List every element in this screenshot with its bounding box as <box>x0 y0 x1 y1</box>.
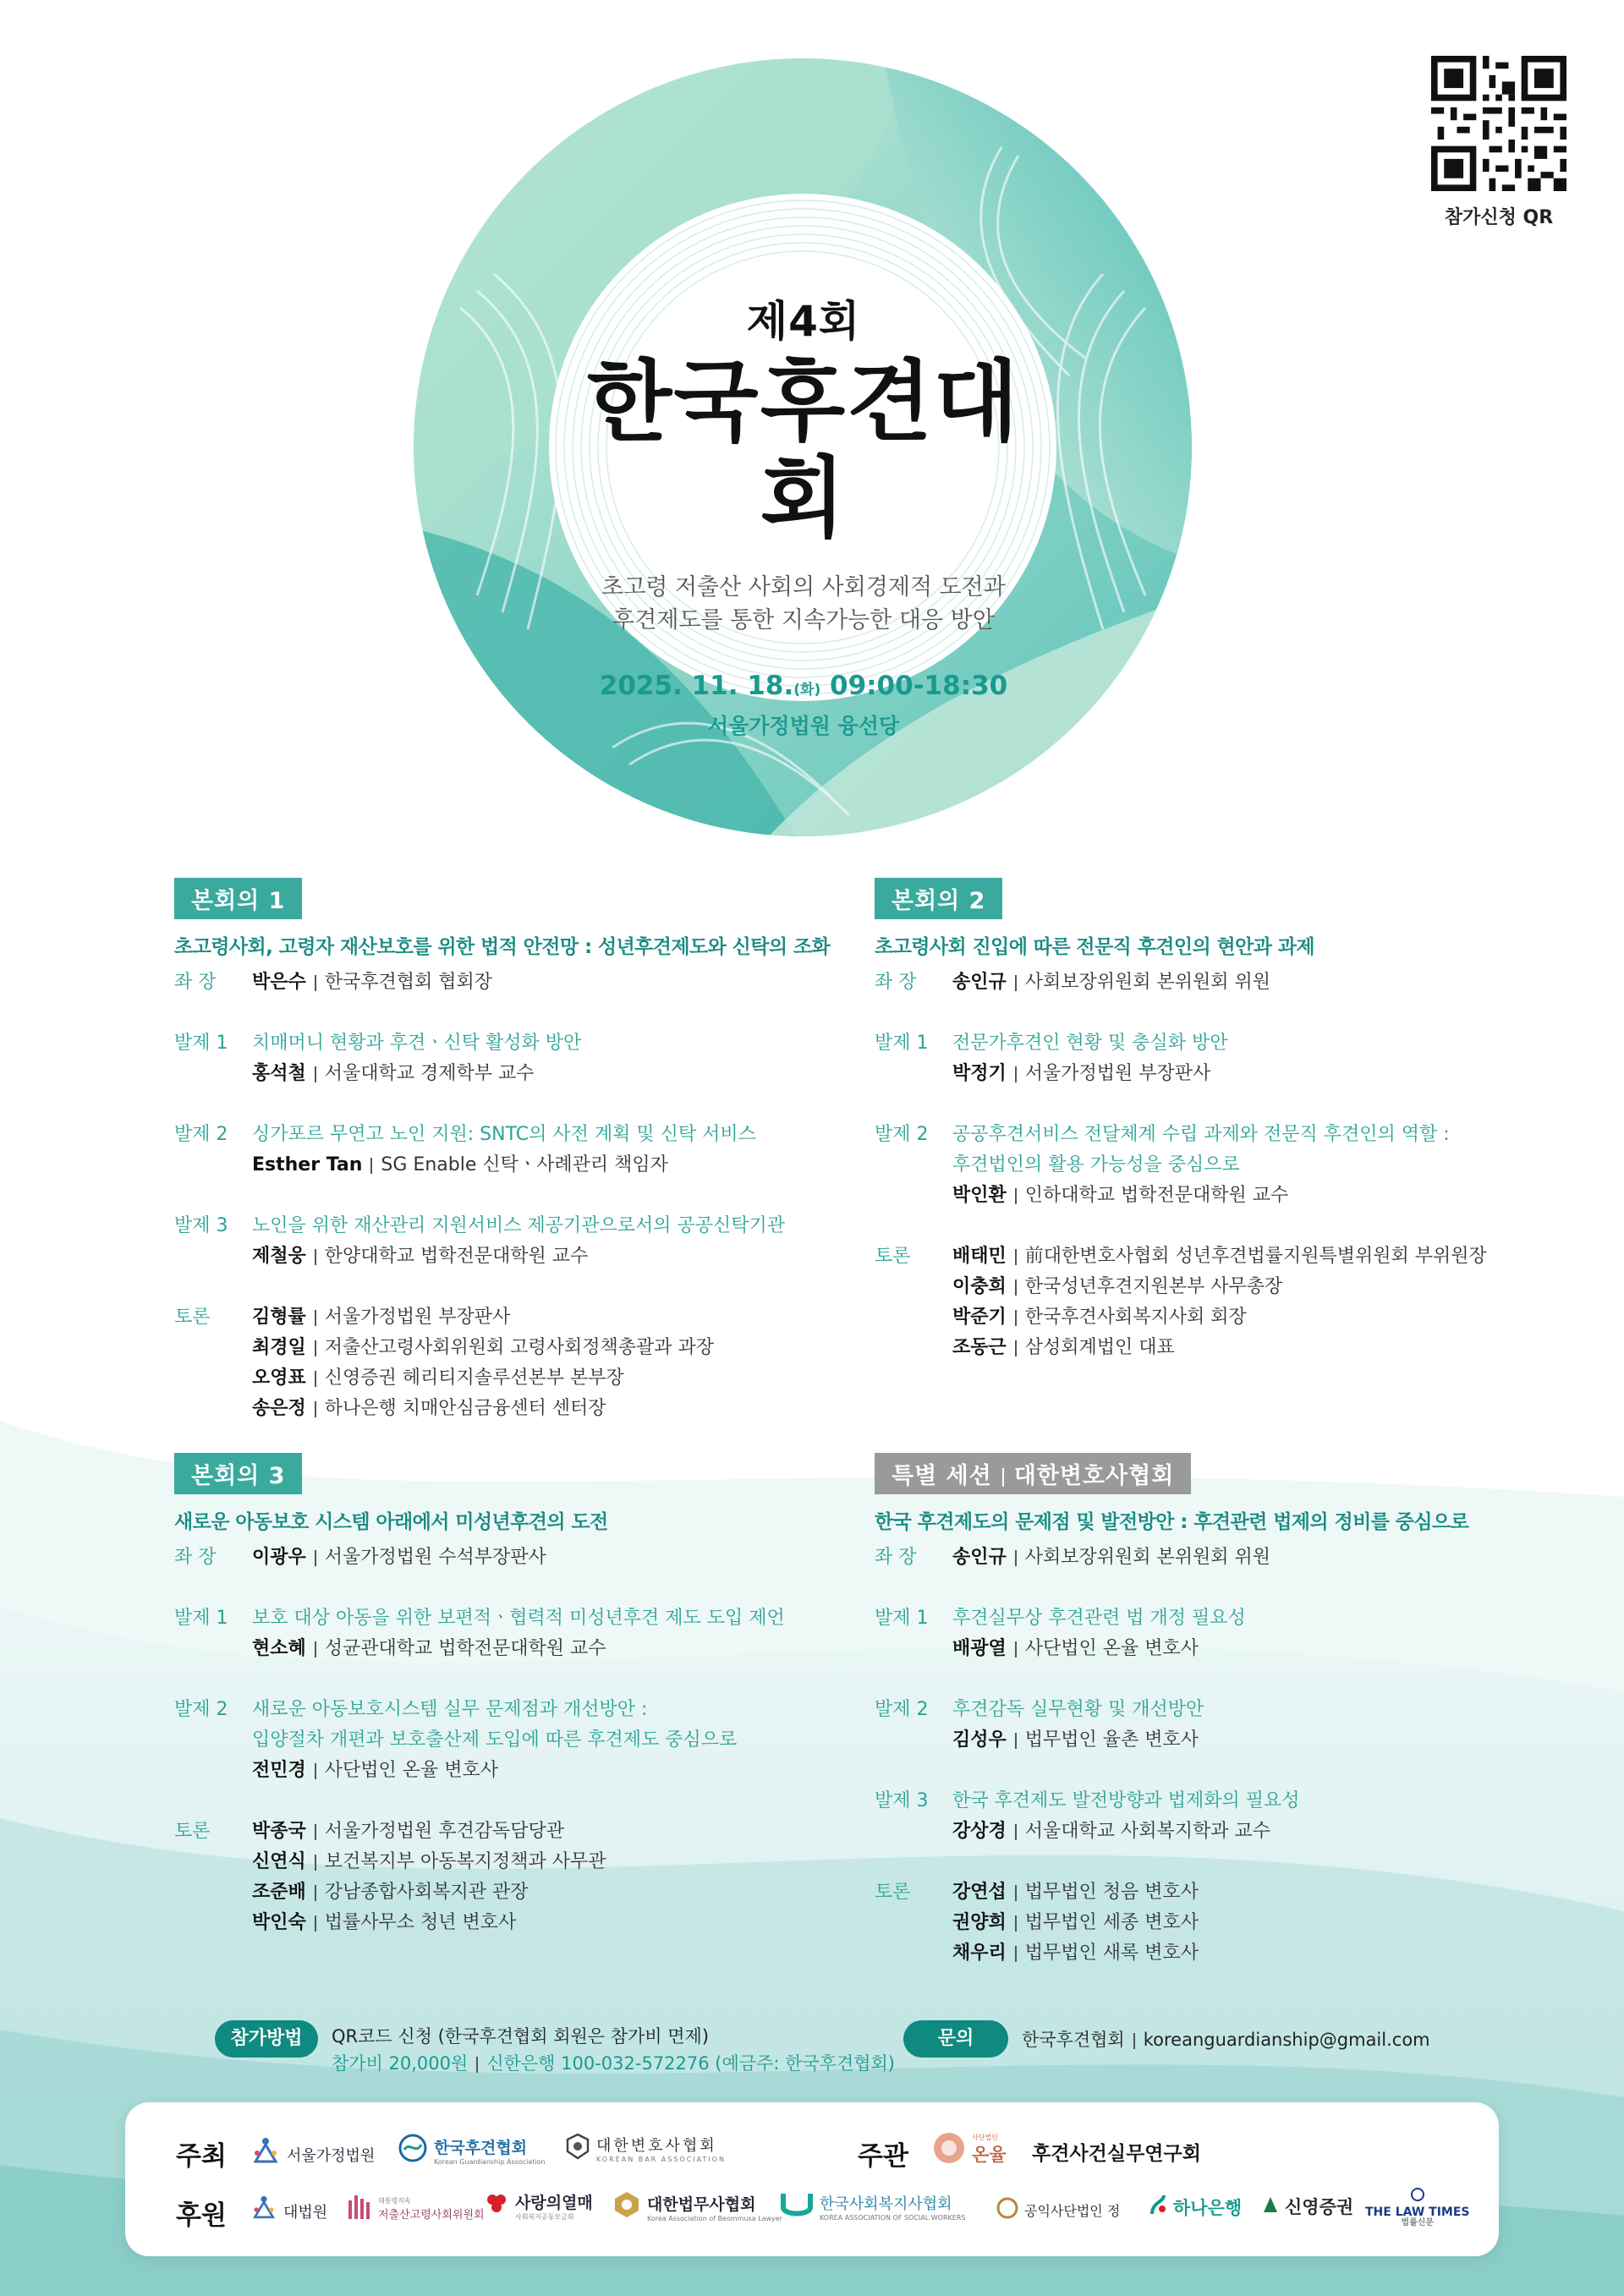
speaker-name: 배광열 <box>952 1638 1007 1659</box>
panelist-affiliation: 법무법인 세종 변호사 <box>1024 1912 1199 1933</box>
session-plenary-2 <box>875 878 1534 1363</box>
panelist-affiliation: 법무법인 새록 변호사 <box>1024 1943 1199 1964</box>
panelist-name: 김형률 <box>252 1307 306 1328</box>
host-name: 대한변호사협회 <box>596 2137 717 2155</box>
sponsor-prefix: 대통령직속 <box>378 2196 411 2205</box>
participation-label: 참가방법 <box>215 2020 318 2058</box>
talk-row <box>174 1211 817 1272</box>
talk-topic-line-2: 입양절차 개편과 보호출산제 도입에 따른 후견제도 중심으로 <box>252 1729 738 1751</box>
speaker-name: 강상경 <box>952 1821 1007 1842</box>
talk-row <box>875 1786 1534 1847</box>
talk-topic: 후견감독 실무현황 및 개선방안 <box>952 1699 1204 1720</box>
event-title: 한국후견대회 <box>586 350 1021 551</box>
session-badge: 본회의 1 <box>174 878 302 919</box>
panelist-affiliation: 前대한변호사협회 성년후견법률지원특별위원회 부위원장 <box>1024 1246 1487 1267</box>
host-name: 한국후견협회 <box>434 2138 528 2157</box>
talk-row <box>174 1695 817 1786</box>
speaker-name: 이광우 <box>252 1547 306 1568</box>
panelist-name: 이충희 <box>952 1276 1007 1297</box>
beommusa-emblem-icon <box>612 2190 641 2223</box>
discussion-row <box>174 1302 817 1424</box>
sponsor-logo-social-workers <box>780 2190 965 2223</box>
talk-label: 발제 2 <box>174 1124 228 1145</box>
speaker-affiliation: 사단법인 온율 변호사 <box>324 1760 499 1781</box>
subtitle-line-2: 후견제도를 통한 지속가능한 대응 방안 <box>612 606 995 633</box>
speaker-name: Esther Tan <box>252 1154 363 1175</box>
panelist-affiliation: 한국후견사회복지사회 회장 <box>1024 1307 1247 1328</box>
speaker-name: 송인규 <box>952 1547 1007 1568</box>
speaker-name: 전민경 <box>252 1760 306 1781</box>
speaker-name: 김성우 <box>952 1729 1007 1751</box>
host-logo-kba <box>565 2133 726 2164</box>
special-badge-org: 대한변호사협회 <box>1013 1463 1175 1489</box>
speaker-affiliation: 서울가정법원 부장판사 <box>1024 1063 1211 1084</box>
panelist-name: 박준기 <box>952 1307 1007 1328</box>
speaker-affiliation: 서울대학교 경제학부 교수 <box>324 1063 535 1084</box>
talk-topic: 후견실무상 후견관련 법 개정 필요성 <box>952 1608 1246 1629</box>
chair-row <box>875 967 1534 998</box>
subtitle-line-1: 초고령 저출산 사회의 사회경제적 도전과 <box>601 573 1006 600</box>
talk-label: 발제 1 <box>875 1033 929 1054</box>
talk-label: 발제 1 <box>174 1608 228 1629</box>
sponsor-logo-law-times <box>1365 2187 1469 2227</box>
host-sub: Korean Guardianship Association <box>434 2157 546 2166</box>
talk-row <box>174 1028 817 1089</box>
panelist-affiliation: 보건복지부 아동복지정책과 사무관 <box>324 1851 606 1872</box>
session-badge <box>875 1453 1191 1494</box>
contact-label: 문의 <box>903 2020 1008 2058</box>
participation-account: 신한은행 100-032-572276 (예금주: 한국후견협회) <box>486 2053 896 2074</box>
talk-label: 발제 1 <box>174 1033 228 1054</box>
talk-row <box>875 1695 1534 1756</box>
talk-label: 발제 3 <box>174 1215 228 1236</box>
panelist-affiliation: 삼성회계법인 대표 <box>1024 1337 1175 1358</box>
discussion-row <box>875 1877 1534 1969</box>
talk-topic: 치매머니 현황과 후견ㆍ신탁 활성화 방안 <box>252 1033 582 1054</box>
session-title: 새로운 아동보호 시스템 아래에서 미성년후견의 도전 <box>174 1511 608 1533</box>
speaker-affiliation: 사단법인 온율 변호사 <box>1024 1638 1199 1659</box>
hero-text <box>550 288 1057 740</box>
talk-topic: 보호 대상 아동을 위한 보편적ㆍ협력적 미성년후견 제도 도입 제언 <box>252 1608 785 1629</box>
discussion-label: 토론 <box>174 1821 211 1842</box>
panelist-affiliation: 신영증권 헤리티지솔루션본부 본부장 <box>324 1367 624 1389</box>
court-emblem-icon <box>250 2136 281 2173</box>
panelist-name: 강연섭 <box>952 1882 1007 1903</box>
qr-code[interactable] <box>1431 56 1566 191</box>
talk-topic: 전문가후견인 현황 및 충실화 방안 <box>952 1033 1228 1054</box>
shinyoung-emblem-icon <box>1262 2195 1279 2218</box>
session-badge: 본회의 2 <box>875 878 1002 919</box>
special-badge-label: 특별 세션 <box>892 1463 992 1489</box>
host-sub-2: KOREAN BAR ASSOCIATION <box>596 2156 727 2163</box>
speaker-affiliation: 성균관대학교 법학전문대학원 교수 <box>324 1638 606 1659</box>
panelist-affiliation: 법률사무소 청년 변호사 <box>324 1912 517 1933</box>
committee-emblem-icon <box>347 2192 372 2227</box>
contact-email[interactable]: koreanguardianship@gmail.com <box>1143 2030 1430 2050</box>
panelist-affiliation: 법무법인 청음 변호사 <box>1024 1882 1199 1903</box>
sponsor-name: 신영증권 <box>1285 2197 1354 2217</box>
jeong-emblem-icon <box>996 2197 1018 2222</box>
organizer-label: 주관 <box>858 2141 908 2172</box>
talk-label: 발제 2 <box>875 1124 929 1145</box>
sponsor-label: 후원 <box>176 2200 227 2231</box>
date-main: 2025. 11. 18. <box>599 671 794 702</box>
talk-label: 발제 3 <box>875 1790 929 1811</box>
sponsor-logo-shinyoung <box>1262 2194 1353 2219</box>
sponsor-logo-beommusa <box>612 2190 782 2223</box>
discussion-label: 토론 <box>875 1882 911 1903</box>
talk-row <box>875 1120 1534 1211</box>
organizer-logo-onyul <box>932 2131 1007 2169</box>
panelist-affiliation: 서울가정법원 부장판사 <box>324 1307 511 1328</box>
speaker-name: 박정기 <box>952 1063 1007 1084</box>
sponsor-name: 대한법무사협회 <box>647 2195 756 2214</box>
host-logo-kga <box>398 2133 546 2167</box>
speaker-affiliation: 사회보장위원회 본위원회 위원 <box>1024 972 1271 993</box>
discussion-label: 토론 <box>174 1307 211 1328</box>
organizer-logo-name: 온율 <box>972 2145 1007 2165</box>
participation-fee: 참가비 20,000원 <box>332 2053 469 2074</box>
kba-emblem-icon <box>565 2133 590 2164</box>
event-date <box>550 671 1057 701</box>
host-name: 서울가정법원 <box>287 2146 376 2165</box>
contact-org: 한국후견협회 <box>1022 2030 1125 2050</box>
speaker-affiliation: 사회보장위원회 본위원회 위원 <box>1024 1547 1271 1568</box>
discussion-row <box>174 1817 817 1938</box>
session-title: 초고령사회 진입에 따른 전문직 후견인의 현안과 과제 <box>875 936 1315 958</box>
talk-label: 발제 1 <box>875 1608 929 1629</box>
speaker-name: 제철웅 <box>252 1246 306 1267</box>
sponsor-sub: 사회복지공동모금회 <box>515 2213 574 2221</box>
sponsor-sub: KOREA ASSOCIATION OF SOCIAL WORKERS <box>820 2214 966 2222</box>
session-special <box>875 1453 1534 1969</box>
qr-label: 참가신청 QR <box>1444 207 1554 228</box>
sponsor-name: 공익사단법인 정 <box>1024 2202 1121 2219</box>
onyul-emblem-icon <box>932 2131 966 2169</box>
panelist-name: 배태민 <box>952 1246 1007 1267</box>
participation-method: QR코드 신청 (한국후견협회 회원은 참가비 면제) <box>332 2026 710 2047</box>
sponsor-name: 사랑의열매 <box>515 2194 593 2212</box>
talk-topic-line-2: 후견법인의 활용 가능성을 중심으로 <box>952 1154 1240 1175</box>
panelist-name: 조준배 <box>252 1882 306 1903</box>
speaker-name: 박은수 <box>252 972 306 993</box>
talk-row <box>875 1603 1534 1664</box>
panelist-name: 박종국 <box>252 1821 306 1842</box>
sponsor-logo-jeong <box>996 2197 1120 2222</box>
sponsor-name: 저출산고령사회위원회 <box>378 2208 485 2222</box>
event-subtitle <box>550 571 1057 637</box>
talk-topic: 싱가포르 무연고 노인 지원: SNTC의 사전 계획 및 신탁 서비스 <box>252 1124 756 1145</box>
panelist-name: 최경일 <box>252 1337 306 1358</box>
discussion-row <box>875 1241 1534 1363</box>
social-workers-emblem-icon <box>780 2190 814 2223</box>
session-title: 한국 후견제도의 문제점 및 발전방안 : 후견관련 법제의 정비를 중심으로 <box>875 1511 1469 1533</box>
sponsor-name: 하나은행 <box>1173 2197 1243 2218</box>
talk-topic: 노인을 위한 재산관리 지원서비스 제공기관으로서의 공공신탁기관 <box>252 1215 786 1236</box>
session-plenary-1 <box>174 878 831 1424</box>
participation-info <box>332 2023 895 2077</box>
panelist-name: 신연식 <box>252 1851 306 1872</box>
panelist-name: 오영표 <box>252 1367 306 1389</box>
edition-label: 제4회 <box>746 297 861 346</box>
sponsor-logo-committee <box>347 2192 485 2227</box>
panelist-name: 권양희 <box>952 1912 1007 1933</box>
sponsor-name: 한국사회복지사협회 <box>820 2195 952 2213</box>
qr-code-image <box>1431 56 1566 191</box>
chair-label: 좌 장 <box>174 972 217 993</box>
chair-label: 좌 장 <box>174 1547 217 1568</box>
contact-info <box>1022 2026 1430 2052</box>
speaker-affiliation: 인하대학교 법학전문대학원 교수 <box>1024 1185 1289 1206</box>
fruit-emblem-icon <box>484 2191 509 2221</box>
panelist-affiliation: 한국성년후견지원본부 사무총장 <box>1024 1276 1283 1297</box>
date-time: 09:00-18:30 <box>820 671 1008 702</box>
session-title: 초고령사회, 고령자 재산보호를 위한 법적 안전망 : 성년후견제도와 신탁의 조화 <box>174 936 831 958</box>
speaker-affiliation: 한양대학교 법학전문대학원 교수 <box>324 1246 589 1267</box>
panelist-affiliation: 서울가정법원 후견감독담당관 <box>324 1821 565 1842</box>
law-times-emblem-icon <box>1408 2187 1427 2206</box>
speaker-affiliation: 서울대학교 사회복지학과 교수 <box>1024 1821 1271 1842</box>
sponsor-sub: Korea Association of Beommusa Lawyer <box>647 2214 782 2222</box>
talk-label: 발제 2 <box>174 1699 228 1720</box>
sponsor-logo-hana-bank <box>1149 2194 1242 2220</box>
host-logo-seoul-family-court <box>250 2136 375 2173</box>
panelist-affiliation: 저출산고령사회위원회 고령사회정책총괄과 과장 <box>324 1337 715 1358</box>
chair-label: 좌 장 <box>875 1547 917 1568</box>
speaker-name: 현소혜 <box>252 1638 306 1659</box>
speaker-affiliation: 한국후견협회 협회장 <box>324 972 493 993</box>
kga-emblem-icon <box>398 2133 428 2167</box>
talk-label: 발제 2 <box>875 1699 929 1720</box>
host-label: 주최 <box>176 2141 227 2172</box>
panelist-name: 송은정 <box>252 1398 306 1419</box>
organizer-logo-sub: 사단법인 <box>972 2134 998 2141</box>
talk-topic: 한국 후견제도 발전방향과 법제화의 필요성 <box>952 1790 1300 1811</box>
session-badge: 본회의 3 <box>174 1453 302 1494</box>
panelist-name: 박인숙 <box>252 1912 306 1933</box>
sponsor-logo-love-fruit <box>484 2190 593 2221</box>
talk-row <box>174 1120 817 1181</box>
panelist-name: 조동근 <box>952 1337 1007 1358</box>
organizers-footer <box>125 2102 1499 2256</box>
sponsor-name: THE LAW TIMES <box>1365 2206 1470 2219</box>
speaker-name: 송인규 <box>952 972 1007 993</box>
speaker-name: 박인환 <box>952 1185 1007 1206</box>
court-emblem-icon <box>250 2194 277 2228</box>
hana-emblem-icon <box>1149 2194 1167 2220</box>
sponsor-logo-supreme-court <box>250 2194 327 2228</box>
talk-row <box>875 1028 1534 1089</box>
chair-row <box>174 967 817 998</box>
panelist-name: 채우리 <box>952 1943 1007 1964</box>
chair-row <box>875 1543 1534 1573</box>
talk-row <box>174 1603 817 1664</box>
speaker-affiliation: SG Enable 신탁ㆍ사례관리 책임자 <box>381 1154 668 1175</box>
chair-row <box>174 1543 817 1573</box>
speaker-affiliation: 서울가정법원 수석부장판사 <box>324 1547 546 1568</box>
sponsor-sub: 법률신문 <box>1401 2218 1435 2228</box>
panelist-affiliation: 강남종합사회복지관 관장 <box>324 1882 529 1903</box>
talk-topic: 공공후견서비스 전달체계 수립 과제와 전문직 후견인의 역할 : <box>952 1124 1450 1145</box>
session-plenary-3 <box>174 1453 817 1938</box>
organizer-name: 후견사건실무연구회 <box>1032 2143 1201 2165</box>
speaker-affiliation: 법무법인 율촌 변호사 <box>1024 1729 1199 1751</box>
discussion-label: 토론 <box>875 1246 911 1267</box>
date-weekday: (화) <box>793 682 821 699</box>
talk-topic: 새로운 아동보호시스템 실무 문제점과 개선방안 : <box>252 1699 648 1720</box>
chair-label: 좌 장 <box>875 972 917 993</box>
speaker-name: 홍석철 <box>252 1063 306 1084</box>
sponsor-name: 대법원 <box>283 2203 328 2222</box>
panelist-affiliation: 하나은행 치매안심금융센터 센터장 <box>324 1398 606 1419</box>
event-venue: 서울가정법원 융선당 <box>707 714 900 739</box>
